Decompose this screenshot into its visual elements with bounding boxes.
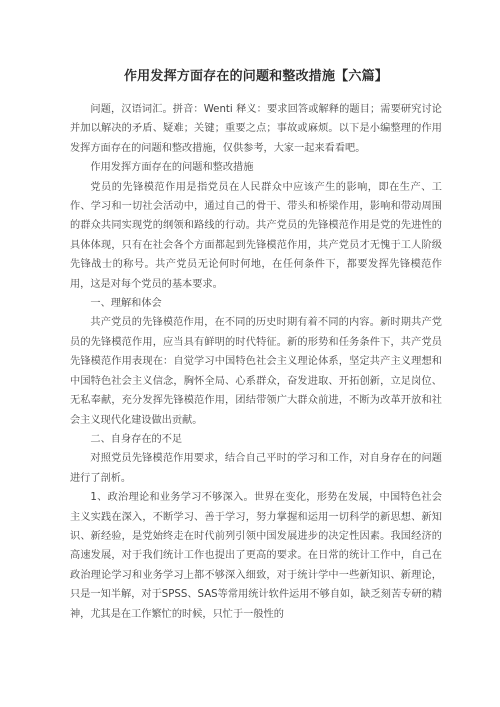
body-paragraph-1: 党员的先锋模范作用是指党员在人民群众中应该产生的影响，即在生产、工作、学习和一切社会活动中，通过自己的骨干、带头和桥梁作用，影响和带动周围的群众共同实现党的纲领和路线的行动。共产党员的先锋模范作用是党的先进性的具体体现，只有在社会各个方面都起到先锋模范作用，共产党员才无愧于工人阶级先锋战士的称号。共产党员无论何时何地，在任何条件下，都要发挥先锋模范作用，这是对每个党员的基本要求。	[70, 181, 442, 290]
body-paragraph-4: 1、政治理论和业务学习不够深入。世界在变化，形势在发展，中国特色社会主义实践在深入，不断学习、善于学习，努力掌握和运用一切科学的新思想、新知识、新经验，是党始终走在时代前列引领中国发展进步的决定性因素。我国经济的高速发展，对于我们统计工作也提出了更高的要求。在日常的统计工作中，自己在政治理论学习和业务学习上都不够深入细致，对于统计学中一些新知识、新理论，只是一知半解，对于SPSS、SAS等常用统计软件运用不够自如，缺乏刻苦专研的精神，尤其是在工作繁忙的时候，只忙于一般性的	[70, 492, 442, 620]
body-paragraph-2: 共产党员的先锋模范作用，在不同的历史时期有着不同的内容。新时期共产党员的先锋模范作用，应当具有鲜明的时代特征。新的形势和任务条件下，共产党员先锋模范作用表现在：自觉学习中国特色社会主义理论体系，坚定共产主义理想和中国特色社会主义信念，胸怀全局、心系群众，奋发进取、开拓创新，立足岗位、无私奉献，充分发挥先锋模范作用，团结带领广大群众前进，不断为改革开放和社会主义现代化建设做出贡献。	[70, 317, 442, 426]
section-heading-2: 二、自身存在的不足	[90, 433, 183, 445]
body-paragraph-3: 对照党员先锋模范作用要求，结合自己平时的学习和工作，对自身存在的问题进行了剖析。	[70, 453, 442, 484]
intro-paragraph: 问题，汉语词汇。拼音：Wenti 释义：要求回答或解释的题目；需要研究讨论并加以解决的矛盾、疑难；关键；重要之点；事故或麻烦。以下是小编整理的作用发挥方面存在的问题和整改措施，仅供参考，大家一起来看看吧。	[70, 104, 442, 154]
document-title: 作用发挥方面存在的问题和整改措施【六篇】	[123, 69, 388, 84]
section-heading-1: 一、理解和体会	[90, 298, 162, 310]
section-subtitle: 作用发挥方面存在的问题和整改措施	[90, 162, 254, 174]
